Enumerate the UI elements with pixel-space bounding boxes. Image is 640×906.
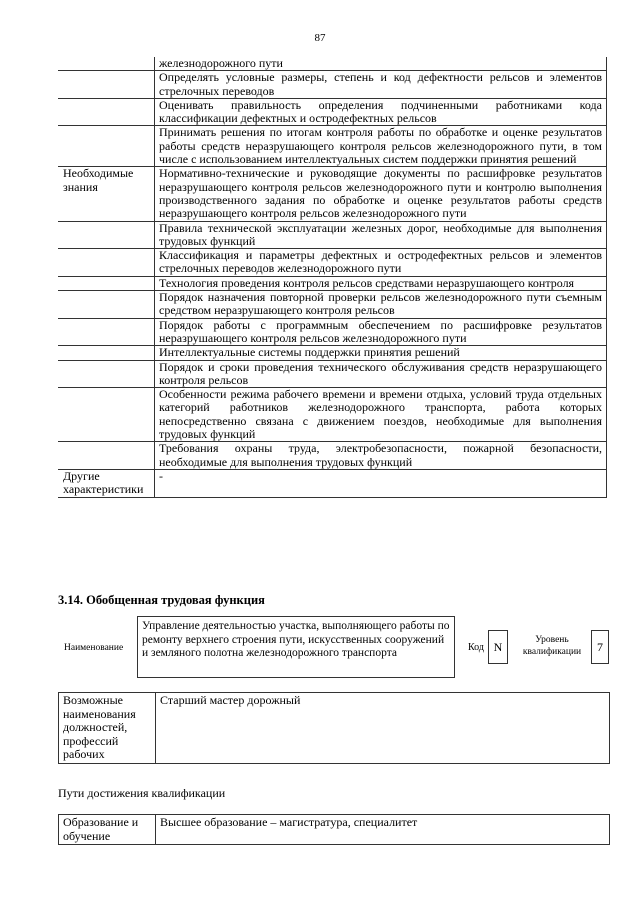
table-row [59, 57, 607, 71]
row-text: Классификация и параметры дефектных и остродефектных рельсов и элементов стрелочных переводов железнодорожного пути [155, 249, 607, 277]
table-row [59, 442, 607, 470]
row-text: Нормативно-технические и руководящие документы по расшифровке результатов неразрушающего контроля рельсов железнодорожного пути и контролю выполнения производственного задания по обработке и оценке результатов работы средств неразрушающего контроля рельсов железнодорожного пути [155, 167, 607, 221]
positions-label: Возможные наименования должностей, профессий рабочих [59, 693, 156, 764]
table-row [59, 126, 607, 167]
table-row [59, 291, 607, 319]
table-row [59, 815, 610, 845]
code-label: Код [468, 642, 484, 653]
row-text: Порядок работы с программным обеспечением по расшифровке результатов неразрушающего контроля рельсов железнодорожного пути [155, 318, 607, 346]
row-label [59, 71, 155, 99]
row-text: Порядок и сроки проведения технического обслуживания средств неразрушающего контроля рельсов [155, 360, 607, 388]
row-text: Правила технической эксплуатации железных дорог, необходимые для выполнения трудовых функций [155, 221, 607, 249]
positions-table [58, 692, 610, 764]
row-text: железнодорожного пути [155, 57, 607, 71]
name-label: Наименование [64, 643, 124, 653]
row-label [59, 221, 155, 249]
row-label [59, 57, 155, 71]
level-value: 7 [591, 630, 609, 664]
row-label [59, 360, 155, 388]
row-label [59, 318, 155, 346]
level-label: Уровень квалификации [522, 635, 582, 657]
positions-value: Старший мастер дорожный [156, 693, 610, 764]
row-text: Интеллектуальные системы поддержки принятия решений [155, 346, 607, 360]
education-table [58, 814, 610, 845]
table-row [59, 469, 607, 497]
table-row [59, 98, 607, 126]
row-label [59, 291, 155, 319]
function-header [58, 616, 610, 682]
row-label [59, 126, 155, 167]
row-text: Технология проведения контроля рельсов средствами неразрушающего контроля [155, 276, 607, 290]
table-row [59, 318, 607, 346]
row-label [59, 249, 155, 277]
table-row [59, 276, 607, 290]
row-label [59, 388, 155, 442]
table-row [59, 388, 607, 442]
education-label: Образование и обучение [59, 815, 156, 845]
table-row [59, 221, 607, 249]
table-row [59, 360, 607, 388]
section-title: 3.14. Обобщенная трудовая функция [58, 593, 265, 607]
row-label [59, 442, 155, 470]
row-text: Требования охраны труда, электробезопасности, пожарной безопасности, необходимые для выполнения трудовых функций [155, 442, 607, 470]
row-label: Другие характеристики [59, 469, 155, 497]
row-text: Принимать решения по итогам контроля работы по обработке и оценке результатов работы средств неразрушающего контроля рельсов железнодорожного пути, в том числе с использованием интеллектуальных систем поддержки принятия решений [155, 126, 607, 167]
row-label [59, 346, 155, 360]
row-text: Определять условные размеры, степень и код дефектности рельсов и элементов стрелочных переводов [155, 71, 607, 99]
table-row [59, 693, 610, 764]
page-number: 87 [314, 32, 326, 44]
paths-title: Пути достижения квалификации [58, 786, 226, 800]
row-text: Порядок назначения повторной проверки рельсов железнодорожного пути съемным средством неразрушающего контроля рельсов [155, 291, 607, 319]
row-text: Оценивать правильность определения подчиненными работниками кода классификации дефектных и остродефектных рельсов [155, 98, 607, 126]
education-value: Высшее образование – магистратура, специалитет [156, 815, 610, 845]
row-label: Необходимые знания [59, 167, 155, 221]
row-text: - [155, 469, 607, 497]
table-row [59, 249, 607, 277]
table-row [59, 167, 607, 221]
row-text: Особенности режима рабочего времени и времени отдыха, условий труда отдельных категорий работников железнодорожного транспорта, работа которых непосредственно связана с движением поездов, необходимые для выполнения трудовых функций [155, 388, 607, 442]
code-value: N [488, 630, 508, 664]
requirements-table [58, 57, 607, 498]
row-label [59, 276, 155, 290]
table-row [59, 71, 607, 99]
function-name: Управление деятельностью участка, выполняющего работы по ремонту верхнего строения пути, искусственных сооружений и земляного полотна железнодорожного транспорта [137, 616, 455, 678]
table-row [59, 346, 607, 360]
row-label [59, 98, 155, 126]
